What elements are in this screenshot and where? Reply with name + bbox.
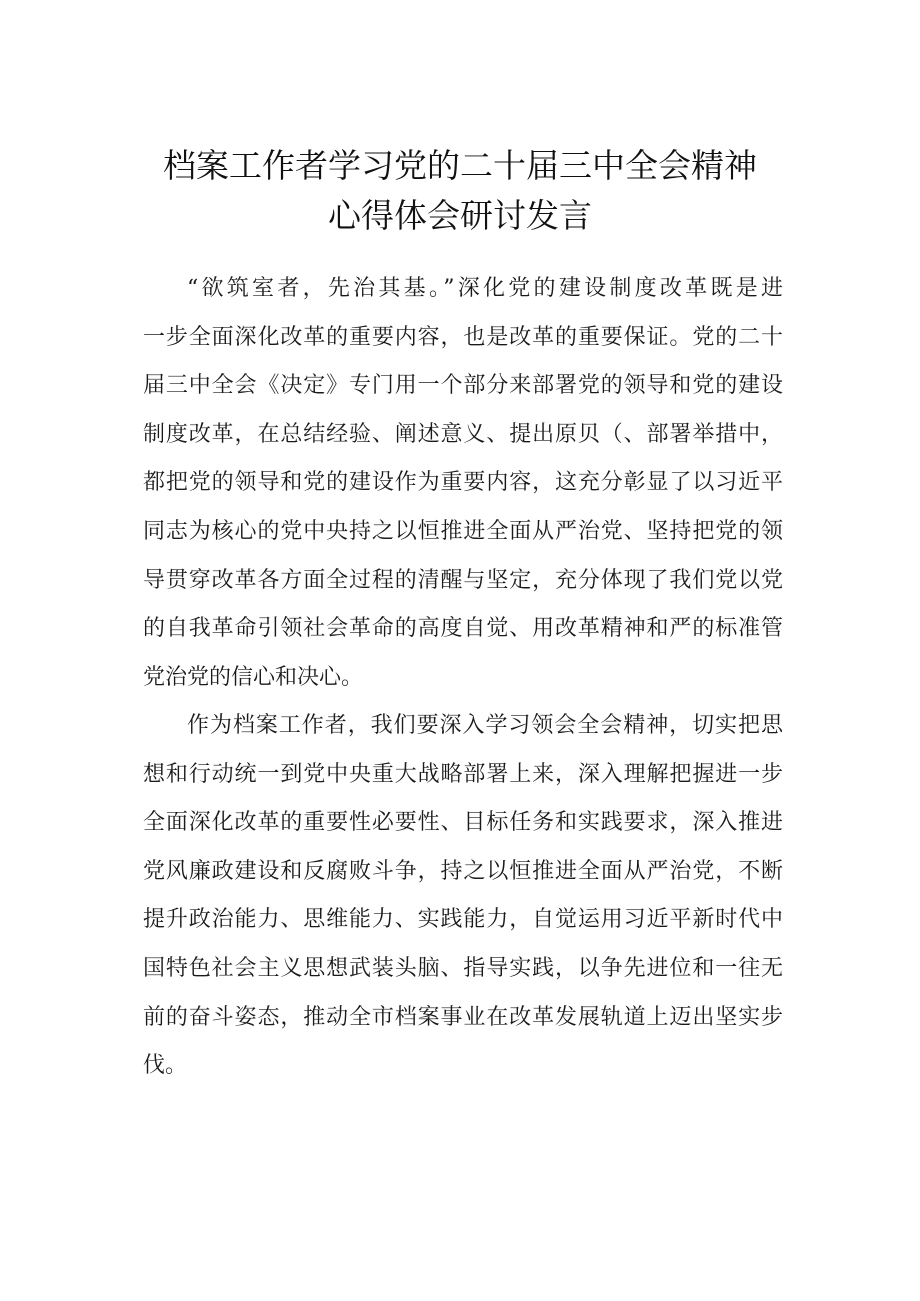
paragraph-2-line: 前的奋斗姿态，推动全市档案事业在改革发展轨道上迈出坚实步 [143, 1004, 783, 1030]
paragraph-2-line: 全面深化改革的重要性必要性、目标任务和实践要求，深入推进 [143, 810, 783, 836]
paragraph-1-line: 党治党的信心和决心。 [143, 664, 364, 690]
paragraph-2-line: 国特色社会主义思想武装头脑、指导实践，以争先进位和一往无 [143, 956, 783, 981]
paragraph-1-line: 制度改革，在总结经验、阐述意义、提出原贝（、部署举措中， [143, 421, 783, 447]
paragraph-1-line: 一步全面深化改革的重要内容，也是改革的重要保证。党的二十 [143, 324, 783, 350]
paragraph-1-line: 导贯穿改革各方面全过程的清醒与坚定，充分体现了我们党以党 [143, 567, 783, 593]
paragraph-1-line: 同志为核心的党中央持之以恒推进全面从严治党、坚持把党的领 [143, 519, 783, 544]
paragraph-1-line: “欲筑室者，先治其基。”深化党的建设制度改革既是进 [187, 276, 783, 301]
paragraph-1-line: 届三中全会《决定》专门用一个部分来部署党的领导和党的建设 [143, 373, 783, 399]
paragraph-2-line: 党风廉政建设和反腐败斗争，持之以恒推进全面从严治党，不断 [143, 858, 783, 884]
paragraph-2-line: 作为档案工作者，我们要深入学习领会全会精神，切实把思 [187, 713, 783, 738]
document-title-line-1: 档案工作者学习党的二十届三中全会精神 [163, 146, 757, 185]
paragraph-2-line: 想和行动统一到党中央重大战略部署上来，深入理解把握进一步 [143, 761, 783, 787]
paragraph-2-line: 提升政治能力、思维能力、实践能力，自觉运用习近平新时代中 [143, 907, 783, 933]
paragraph-2-line: 伐。 [143, 1053, 188, 1079]
paragraph-1-line: 都把党的领导和党的建设作为重要内容，这充分彰显了以习近平 [143, 470, 783, 496]
paragraph-1-line: 的自我革命引领社会革命的高度自觉、用改革精神和严的标准管 [143, 616, 783, 642]
document-title-line-2: 心得体会研讨发言 [328, 196, 592, 235]
